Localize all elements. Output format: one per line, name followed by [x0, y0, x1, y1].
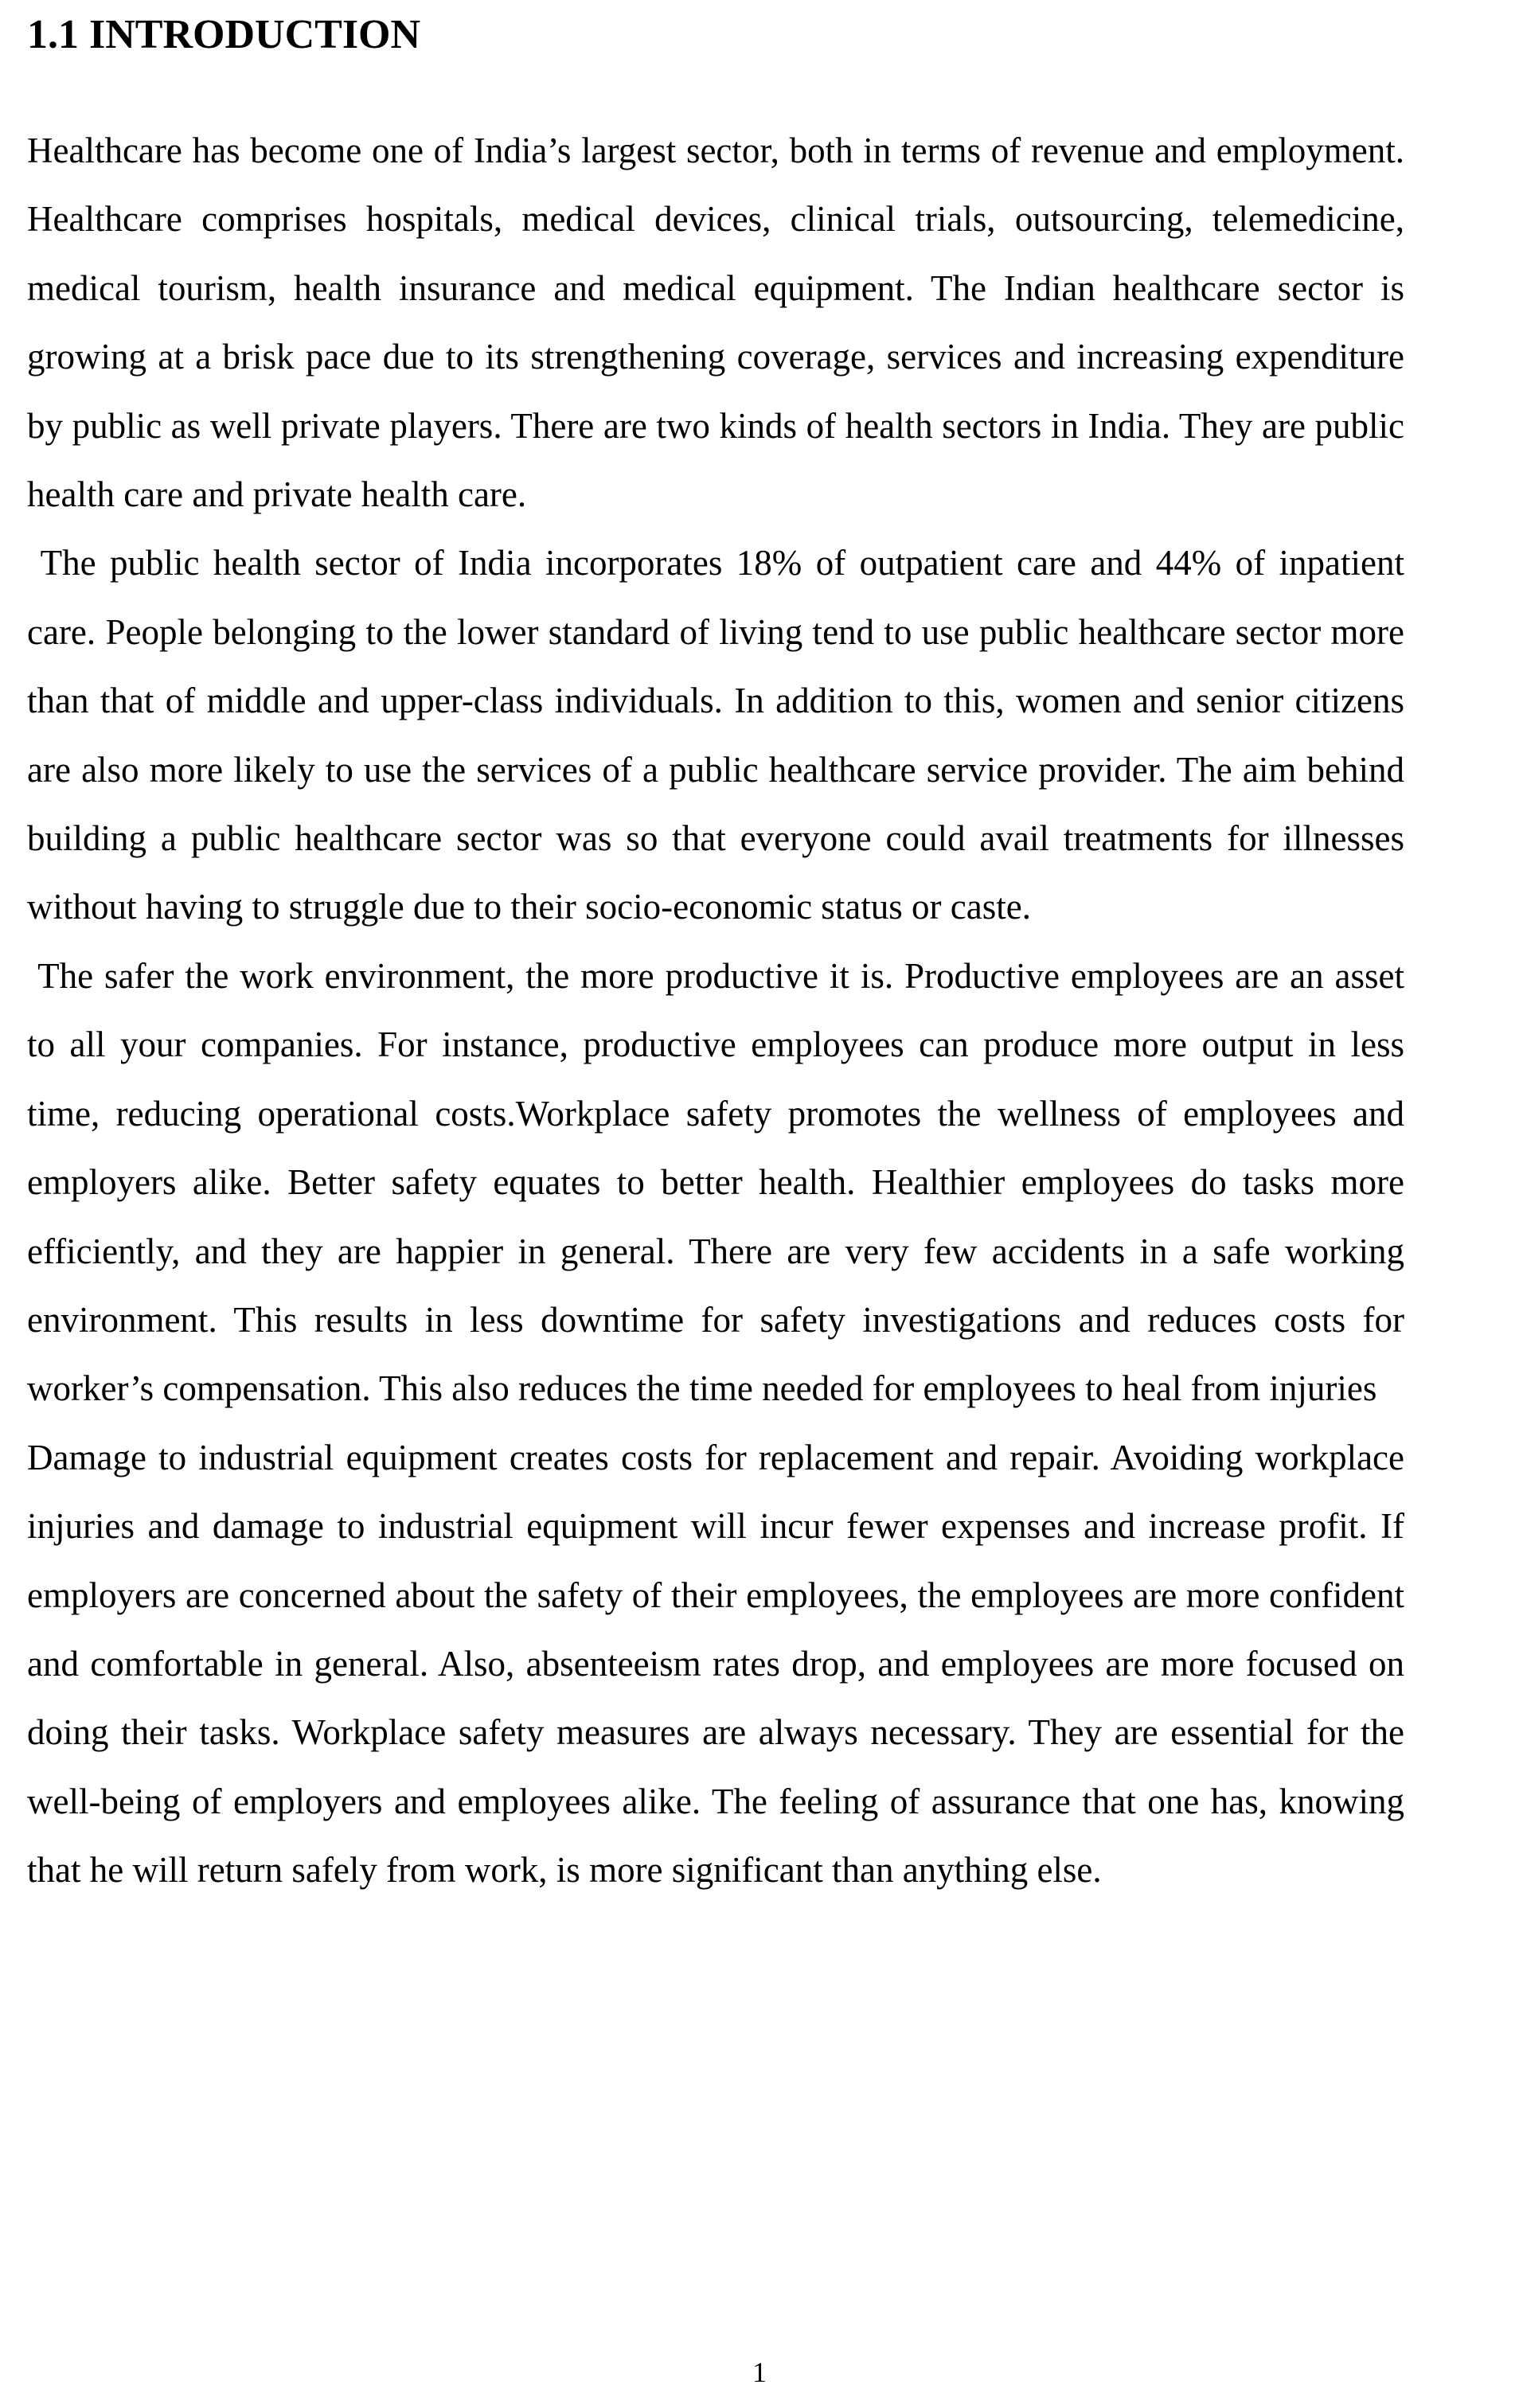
- paragraph-2: [27, 529, 1404, 941]
- paragraph-2-text: The public health sector of India incorporates 18% of outpatient care and 44% of inpatient care. People belonging to the lower standard of living tend to use public healthcare sector more than that of middle and upper-class individuals. In addition to this, women and senior citizens are also more likely to use the services of a public healthcare service provider. The aim behind building a public healthcare sector was so that everyone could avail treatments for illnesses without having to struggle due to their socio-economic status or caste.: [27, 543, 1405, 927]
- paragraph-3-text: The safer the work environment, the more productive it is. Productive employees are an asset to all your companies. For instance, productive employees can produce more output in less time, reducing operational costs.Workplace safety promotes the wellness of employees and employers alike. Better safety equates to better health. Healthier employees do tasks more efficiently, and they are happier in general. There are very few accidents in a safe working environment. This results in less downtime for safety investigations and reduces costs for worker’s compensation. This also reduces the time needed for employees to heal from injuries: [27, 955, 1405, 1409]
- section-heading: 1.1 INTRODUCTION: [27, 12, 421, 57]
- paragraph-1: [27, 116, 1404, 529]
- paragraph-1-text: Healthcare has become one of India’s largest sector, both in terms of revenue and employment. Healthcare comprises hospitals, medical devices, clinical trials, outsourcing, telemedicine, medical tourism, health insurance and medical equipment. The Indian healthcare sector is growing at a brisk pace due to its strengthening coverage, services and increasing expenditure by public as well private players. There are two kinds of health sectors in India. They are public health care and private health care.: [27, 131, 1404, 515]
- body-text: [27, 116, 1404, 1905]
- paragraph-3: [27, 942, 1404, 1423]
- paragraph-4: [27, 1423, 1404, 1905]
- paragraph-4-text: Damage to industrial equipment creates costs for replacement and repair. Avoiding workplace injuries and damage to industrial equipment will incur fewer expenses and increase profit. If employers are concerned about the safety of their employees, the employees are more confident and comfortable in general. Also, absenteeism rates drop, and employees are more focused on doing their tasks. Workplace safety measures are always necessary. They are essential for the well-being of employers and employees alike. The feeling of assurance that one has, knowing that he will return safely from work, is more significant than anything else.: [27, 1437, 1404, 1891]
- page-number: 1: [752, 2356, 767, 2388]
